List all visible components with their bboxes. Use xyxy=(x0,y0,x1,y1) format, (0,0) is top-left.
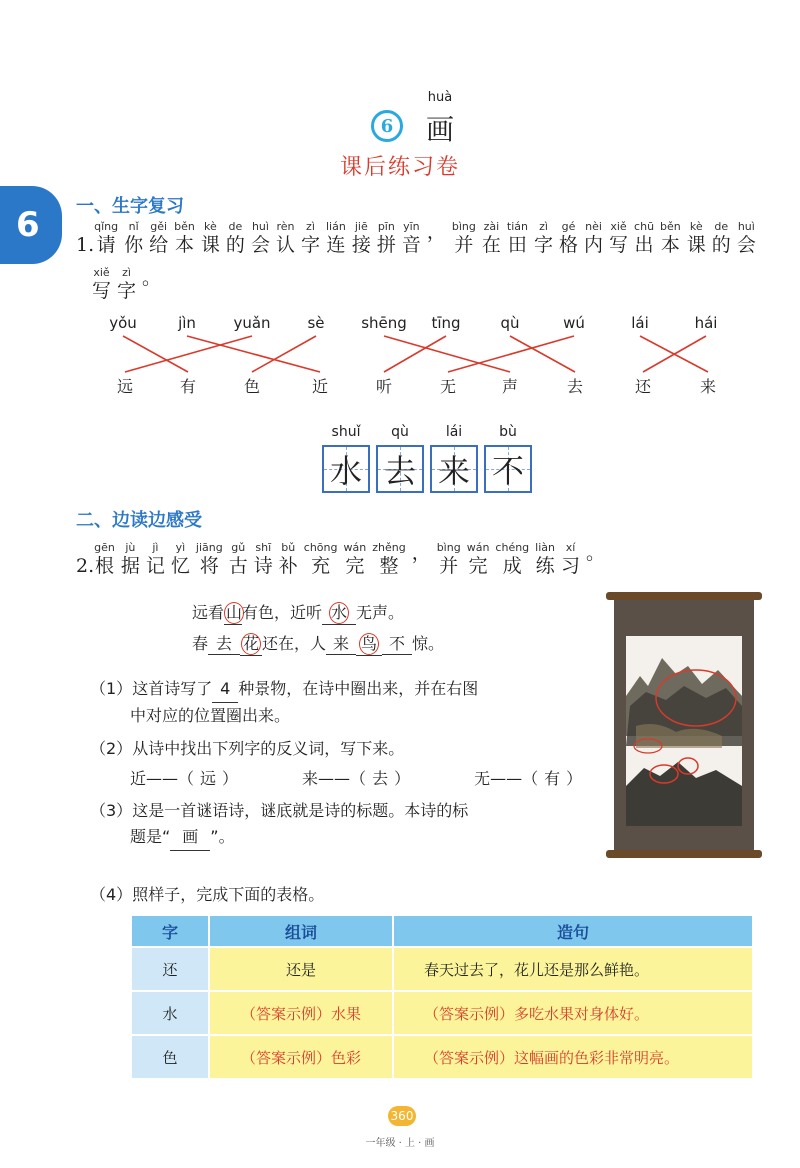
sub4-label: （4） xyxy=(90,885,133,904)
writing-box xyxy=(376,445,424,493)
hanzi: 完 xyxy=(345,555,365,577)
q1-words-2 xyxy=(92,266,161,303)
hanzi: 诗 xyxy=(253,555,273,577)
hanzi: 认 xyxy=(275,234,295,256)
writing-box-row xyxy=(322,445,532,493)
ruby-word xyxy=(586,541,605,578)
pinyin: de xyxy=(714,220,729,233)
pinyin: běn xyxy=(660,220,681,233)
pinyin: de xyxy=(228,220,243,233)
antonym-answer: 去 xyxy=(372,769,389,788)
table-cell-ci: （答案示例）色彩 xyxy=(209,1035,393,1079)
poem-line-1 xyxy=(192,600,404,625)
hanzi: 充 xyxy=(311,555,331,577)
lesson-title: 画 xyxy=(425,113,454,146)
poem-text: 远看 xyxy=(192,603,225,622)
antonym-word: 来——（ xyxy=(302,769,367,788)
pinyin: zì xyxy=(539,220,548,233)
match-pinyin: yuǎn xyxy=(233,314,271,332)
q2-line xyxy=(76,541,605,578)
q1-words xyxy=(94,220,756,257)
pinyin: zhěng xyxy=(372,541,406,554)
table-row xyxy=(131,1035,753,1079)
hanzi: 你 xyxy=(124,234,144,256)
hanzi: 。 xyxy=(586,542,606,564)
match-line xyxy=(384,336,446,372)
poem-circled-word: 花 xyxy=(243,634,260,653)
hanzi: 练 xyxy=(535,555,555,577)
lesson-number: 6 xyxy=(380,115,394,137)
table-cell-ci: 还是 xyxy=(209,947,393,991)
scroll-rod-bottom xyxy=(606,850,762,858)
pinyin: huì xyxy=(251,220,269,233)
antonym-close: ） xyxy=(566,769,583,788)
pinyin: běn xyxy=(174,220,195,233)
pinyin: yì xyxy=(175,541,186,554)
writing-box-pinyin: bù xyxy=(499,424,517,440)
hanzi: 内 xyxy=(584,234,604,256)
hanzi: 拼 xyxy=(376,234,396,256)
ruby-word xyxy=(687,220,706,257)
ruby-word xyxy=(495,541,529,578)
ruby-word xyxy=(326,220,346,257)
lesson-number-badge xyxy=(371,110,403,142)
match-line xyxy=(252,336,316,372)
pinyin: nèi xyxy=(585,220,602,233)
hanzi: 出 xyxy=(634,234,654,256)
hanzi: 格 xyxy=(559,234,579,256)
ruby-word xyxy=(507,220,528,257)
match-pinyin: lái xyxy=(631,314,649,332)
antonym-close: ） xyxy=(222,769,239,788)
pinyin: jiāng xyxy=(195,541,223,554)
hanzi: 记 xyxy=(145,555,165,577)
antonym-pair xyxy=(474,766,582,792)
scroll-rod-top xyxy=(606,592,762,600)
pinyin: tián xyxy=(506,220,528,233)
pinyin: huì xyxy=(737,220,755,233)
pinyin: bìng xyxy=(436,541,461,554)
hanzi: 写 xyxy=(92,280,112,302)
sub2-label: （2） xyxy=(90,739,133,758)
hanzi: 会 xyxy=(736,234,756,256)
pinyin: zài xyxy=(483,220,500,233)
side-tab xyxy=(0,186,62,264)
table-cell-ju: （答案示例）多吃水果对身体好。 xyxy=(393,991,753,1035)
matching-exercise xyxy=(0,310,800,400)
hanzi: 将 xyxy=(199,555,219,577)
pinyin: zì xyxy=(122,266,131,279)
match-pinyin: yǒu xyxy=(109,314,137,332)
match-line xyxy=(448,336,574,372)
ruby-word xyxy=(561,541,580,578)
ruby-word xyxy=(402,220,421,257)
antonym-pairs xyxy=(130,766,582,792)
table-row xyxy=(131,991,753,1035)
hanzi: 写 xyxy=(609,234,629,256)
match-char: 来 xyxy=(699,377,716,396)
page-number: 360 xyxy=(388,1106,416,1126)
poem-text: 惊。 xyxy=(412,634,445,653)
table-header-ju: 造句 xyxy=(393,915,753,947)
hanzi: 接 xyxy=(351,234,371,256)
hanzi: 连 xyxy=(326,234,346,256)
pinyin: wán xyxy=(343,541,367,554)
hanzi: 课 xyxy=(686,234,706,256)
poem-circled-word: 鸟 xyxy=(361,634,378,653)
sub4-text: 照样子，完成下面的表格。 xyxy=(132,885,325,904)
hanzi: 本 xyxy=(660,234,680,256)
ruby-word xyxy=(467,541,490,578)
ruby-word xyxy=(146,541,165,578)
hanzi: 完 xyxy=(468,555,488,577)
ruby-word xyxy=(251,220,270,257)
hanzi: 成 xyxy=(502,555,522,577)
q1-line1 xyxy=(76,220,756,257)
match-pinyin: jìn xyxy=(178,314,196,332)
ruby-word xyxy=(94,541,115,578)
ruby-word xyxy=(149,220,168,257)
match-line xyxy=(123,336,188,372)
match-line xyxy=(187,336,320,372)
pinyin: xiě xyxy=(610,220,627,233)
hanzi: 据 xyxy=(120,555,140,577)
q1-line2 xyxy=(92,266,161,303)
hanzi: 根 xyxy=(95,555,115,577)
hanzi: 请 xyxy=(96,234,116,256)
sub1-text: 中对应的位置圈出来。 xyxy=(130,706,291,725)
sub1-text: 这首诗写了 xyxy=(132,679,213,698)
sub3-text: 这是一首谜语诗，谜底就是诗的标题。本诗的标 xyxy=(132,801,469,820)
hanzi: 会 xyxy=(250,234,270,256)
match-line xyxy=(125,336,252,372)
pinyin: yīn xyxy=(403,220,420,233)
footer-grade: 一年级 · 上 · 画 xyxy=(365,1138,435,1149)
writing-box-pinyin: lái xyxy=(445,424,463,440)
writing-box-char: 去 xyxy=(383,452,416,490)
table-header-ci: 组词 xyxy=(209,915,393,947)
hanzi: 给 xyxy=(149,234,169,256)
pinyin: jiē xyxy=(354,220,368,233)
pinyin: kè xyxy=(689,220,703,233)
ruby-word xyxy=(174,220,195,257)
hanzi: 的 xyxy=(225,234,245,256)
pinyin: chōng xyxy=(303,541,338,554)
pinyin: gěi xyxy=(150,220,168,233)
ruby-word xyxy=(276,220,295,257)
ruby-word xyxy=(301,220,320,257)
pinyin: gé xyxy=(561,220,576,233)
ruby-word xyxy=(226,220,245,257)
match-char: 听 xyxy=(375,377,392,396)
poem-text: 还在，人 xyxy=(262,634,327,653)
writing-box-pinyin: shuǐ xyxy=(331,424,361,440)
side-tab-number: 6 xyxy=(16,205,40,245)
writing-box-char: 不 xyxy=(491,452,524,490)
ruby-word xyxy=(352,220,371,257)
hanzi: ， xyxy=(411,542,431,564)
ruby-word xyxy=(452,220,476,257)
pinyin: jù xyxy=(125,541,136,554)
sub1-label: （1） xyxy=(90,679,133,698)
poem-blank: 不 xyxy=(382,631,412,655)
pinyin: liàn xyxy=(535,541,555,554)
sub3-text: ”。 xyxy=(210,827,235,846)
antonym-pair xyxy=(130,766,238,792)
pinyin: rèn xyxy=(276,220,295,233)
match-char: 色 xyxy=(243,377,260,396)
table-cell-ci: （答案示例）水果 xyxy=(209,991,393,1035)
ruby-word xyxy=(609,220,628,257)
hanzi: 田 xyxy=(507,234,527,256)
pinyin: wán xyxy=(466,541,490,554)
sub-question-2 xyxy=(90,736,404,762)
pinyin: pīn xyxy=(377,220,395,233)
sub3-text: 题是“ xyxy=(130,827,171,846)
hanzi: 在 xyxy=(481,234,501,256)
hanzi: 。 xyxy=(142,267,162,289)
hanzi: 忆 xyxy=(170,555,190,577)
ruby-word xyxy=(196,541,223,578)
match-char: 去 xyxy=(566,377,583,396)
match-char: 声 xyxy=(501,377,518,396)
pinyin: gēn xyxy=(94,541,115,554)
ruby-word xyxy=(634,220,654,257)
pinyin: bǔ xyxy=(281,541,296,554)
word-table xyxy=(130,914,754,1080)
hanzi: 习 xyxy=(561,555,581,577)
antonym-word: 近——（ xyxy=(130,769,195,788)
pinyin: lián xyxy=(325,220,346,233)
poem-text: 春 xyxy=(192,634,209,653)
ruby-word xyxy=(584,220,603,257)
landscape-painting xyxy=(626,636,742,826)
sub2-text: 从诗中找出下列字的反义词，写下来。 xyxy=(132,739,405,758)
writing-box-pinyin: qù xyxy=(391,424,409,440)
landscape-image xyxy=(626,636,742,826)
sub3-answer: 画 xyxy=(170,824,210,851)
ruby-word xyxy=(254,541,273,578)
hanzi: 的 xyxy=(711,234,731,256)
q1-number: 1. xyxy=(76,234,95,256)
section2-title: 二、边读边感受 xyxy=(76,510,202,531)
hanzi: 古 xyxy=(228,555,248,577)
ruby-word xyxy=(377,220,396,257)
table-cell-zi: 色 xyxy=(131,1035,209,1079)
pinyin: xí xyxy=(565,541,576,554)
sub-question-3 xyxy=(90,798,570,851)
pinyin: chéng xyxy=(495,541,530,554)
antonym-answer: 有 xyxy=(544,769,561,788)
match-char: 近 xyxy=(311,377,328,396)
hanzi: 补 xyxy=(278,555,298,577)
match-line xyxy=(510,336,575,372)
antonym-word: 无——（ xyxy=(474,769,539,788)
match-char: 无 xyxy=(439,377,456,396)
ruby-word xyxy=(94,220,118,257)
poem-text: 无声。 xyxy=(356,603,405,622)
ruby-word xyxy=(201,220,220,257)
ruby-word xyxy=(372,541,405,578)
poem-circled-word: 山 xyxy=(226,603,243,622)
hanzi: 字 xyxy=(533,234,553,256)
poem-blank: 来 xyxy=(326,631,356,655)
hanzi: 并 xyxy=(454,234,474,256)
ruby-word xyxy=(534,220,553,257)
ruby-word xyxy=(427,220,446,257)
match-pinyin: hái xyxy=(694,314,718,332)
sub3-label: （3） xyxy=(90,801,133,820)
writing-pinyin-row xyxy=(322,424,532,440)
antonym-close: ） xyxy=(394,769,411,788)
q2-words xyxy=(94,541,605,578)
poem-text: 有色，近听 xyxy=(242,603,323,622)
ruby-word xyxy=(559,220,578,257)
ruby-word xyxy=(117,266,136,303)
ruby-word xyxy=(171,541,190,578)
page-subtitle: 课后练习卷 xyxy=(339,155,460,180)
pinyin: shī xyxy=(255,541,272,554)
ruby-word xyxy=(92,266,111,303)
pinyin: qǐng xyxy=(94,220,119,233)
match-pinyin: wú xyxy=(563,314,585,332)
writing-box-char: 水 xyxy=(329,452,362,490)
ruby-word xyxy=(121,541,140,578)
table-cell-zi: 还 xyxy=(131,947,209,991)
antonym-answer: 远 xyxy=(200,769,217,788)
ruby-word xyxy=(712,220,731,257)
ruby-word xyxy=(229,541,248,578)
sub1-text: 种景物，在诗中圈出来，并在右图 xyxy=(238,679,479,698)
ruby-word xyxy=(660,220,681,257)
sub-question-1 xyxy=(90,676,570,729)
match-pinyin: tīng xyxy=(431,314,461,332)
hanzi: ， xyxy=(426,221,446,243)
poem-circled-word: 水 xyxy=(331,603,348,622)
ruby-word xyxy=(535,541,555,578)
hanzi: 本 xyxy=(175,234,195,256)
table-row xyxy=(131,947,753,991)
writing-box xyxy=(430,445,478,493)
ruby-word xyxy=(304,541,338,578)
ruby-word xyxy=(344,541,367,578)
pinyin: xiě xyxy=(93,266,110,279)
writing-box-char: 来 xyxy=(437,452,470,490)
pinyin: chū xyxy=(634,220,655,233)
sub1-answer: 4 xyxy=(212,676,238,703)
hanzi: 音 xyxy=(401,234,421,256)
antonym-pair xyxy=(302,766,410,792)
pinyin: jì xyxy=(152,541,159,554)
hanzi: 字 xyxy=(117,280,137,302)
poem-blank: 去 xyxy=(208,631,240,655)
ruby-word xyxy=(412,541,431,578)
sub-question-4 xyxy=(90,882,324,908)
ruby-word xyxy=(482,220,501,257)
hanzi: 并 xyxy=(439,555,459,577)
ruby-word xyxy=(124,220,143,257)
match-pinyin: sè xyxy=(307,314,325,332)
pinyin: kè xyxy=(204,220,217,233)
scroll-painting xyxy=(606,592,762,862)
ruby-word xyxy=(437,541,461,578)
writing-box xyxy=(484,445,532,493)
match-pinyin: qù xyxy=(500,314,520,332)
q2-number: 2. xyxy=(76,555,95,577)
match-pinyin: shēng xyxy=(361,314,407,332)
table-cell-zi: 水 xyxy=(131,991,209,1035)
ruby-word xyxy=(142,266,161,303)
match-line xyxy=(384,336,510,372)
pinyin: zì xyxy=(306,220,315,233)
match-char: 有 xyxy=(179,377,196,396)
table-cell-ju: （答案示例）这幅画的色彩非常明亮。 xyxy=(393,1035,753,1079)
pinyin: gǔ xyxy=(231,541,246,554)
poem-line-2 xyxy=(192,631,444,656)
lesson-title-pinyin: huà xyxy=(427,90,453,105)
match-char: 还 xyxy=(634,377,651,396)
section1-title: 一、生字复习 xyxy=(76,196,184,217)
hanzi: 整 xyxy=(379,555,399,577)
writing-box xyxy=(322,445,370,493)
hanzi: 课 xyxy=(200,234,220,256)
ruby-word xyxy=(279,541,298,578)
table-cell-ju: 春天过去了，花儿还是那么鲜艳。 xyxy=(393,947,753,991)
pinyin: bìng xyxy=(451,220,476,233)
hanzi: 字 xyxy=(300,234,320,256)
pinyin: nǐ xyxy=(128,220,139,233)
table-header-zi: 字 xyxy=(131,915,209,947)
ruby-word xyxy=(737,220,756,257)
match-char: 远 xyxy=(116,377,133,396)
